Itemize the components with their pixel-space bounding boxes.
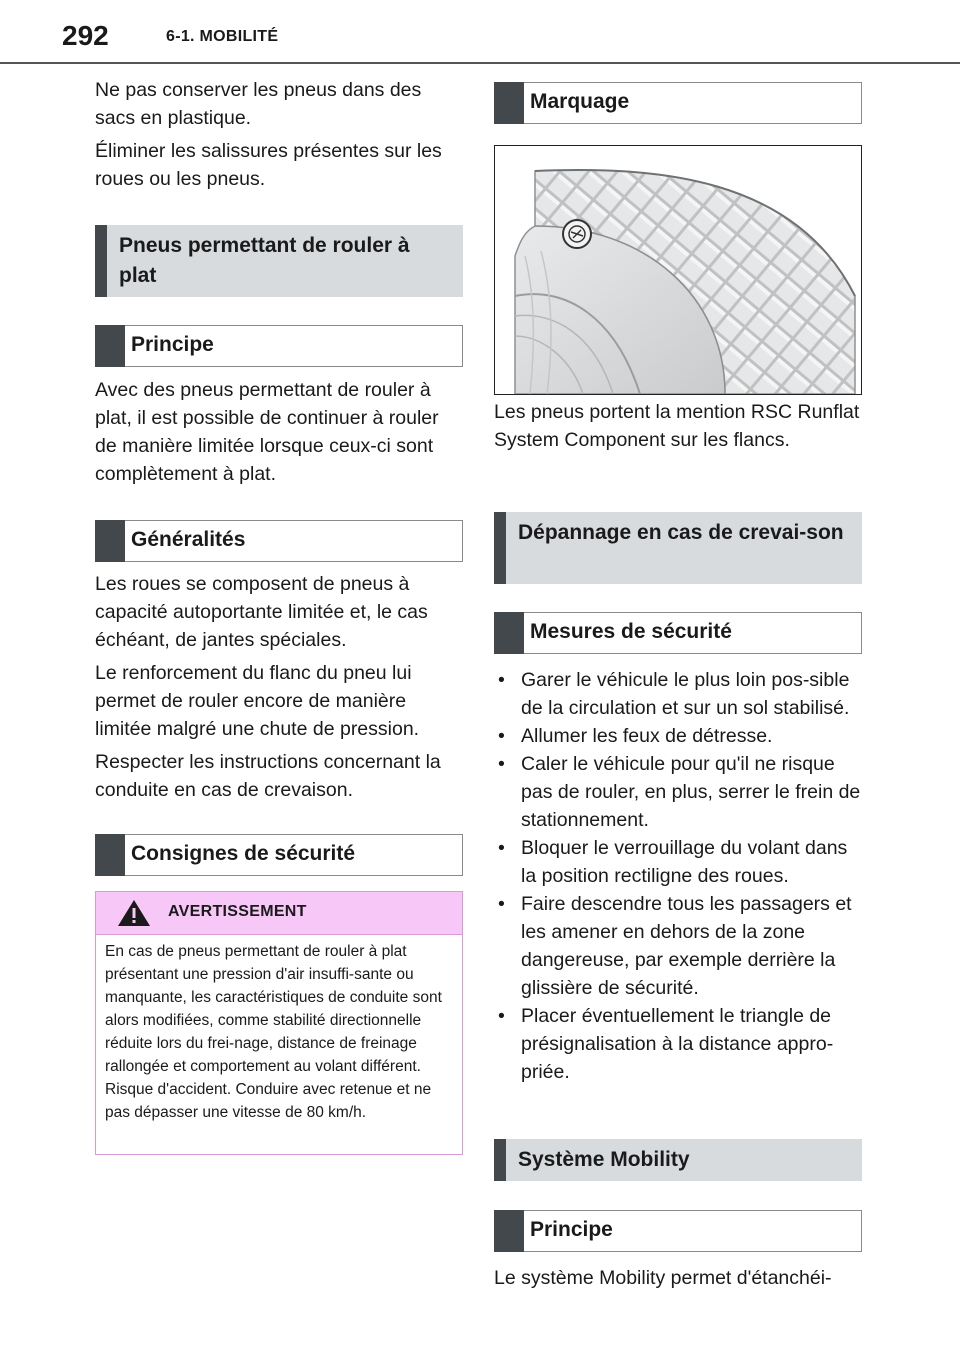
safety-steps-list	[494, 666, 862, 1086]
warning-header	[96, 892, 462, 935]
generalites-block	[95, 570, 463, 804]
heading-depannage: Dépannage en cas de crevai-son	[494, 512, 862, 584]
mobility-paragraph: Le système Mobility permet d'étanchéi-	[494, 1267, 832, 1289]
list-item: • Caler le véhicule pour qu'il ne risque pas de rouler, en plus, serrer le frein de stationnement.	[494, 750, 862, 834]
intro-paragraph-1: Ne pas conserver les pneus dans des sacs en plastique.	[95, 79, 422, 129]
generalites-paragraph-3: Respecter les instructions concernant la conduite en cas de crevaison.	[95, 751, 441, 801]
warning-title: AVERTISSEMENT	[168, 903, 307, 920]
page-number: 292	[62, 20, 109, 51]
header-divider	[0, 62, 960, 64]
warning-triangle-icon	[116, 898, 152, 928]
generalites-paragraph-2: Le renforcement du flanc du pneu lui permet de rouler encore de manière limitée malgré une chute de pression.	[95, 662, 420, 740]
list-item: • Garer le véhicule le plus loin pos-sible de la circulation et sur un sol stabilisé.	[494, 666, 862, 722]
subheading-principe: Principe	[95, 325, 463, 367]
marquage-block	[494, 398, 862, 454]
section-title: 6-1. MOBILITÉ	[166, 28, 279, 45]
principe-paragraph: Avec des pneus permettant de rouler à plat, il est possible de continuer à rouler de manière limitée lorsque ceux-ci sont complètement à plat.	[95, 379, 439, 485]
subheading-generalites: Généralités	[95, 520, 463, 562]
intro-block	[95, 76, 463, 193]
list-item: • Bloquer le verrouillage du volant dans la position rectiligne des roues.	[494, 834, 862, 890]
subheading-principe-mobility: Principe	[494, 1210, 862, 1252]
mesures-block	[494, 666, 862, 1086]
warning-box	[95, 891, 463, 1155]
intro-paragraph-2: Éliminer les salissures présentes sur les roues ou les pneus.	[95, 140, 442, 190]
list-item: • Allumer les feux de détresse.	[494, 722, 862, 750]
heading-runflat: Pneus permettant de rouler à plat	[95, 225, 463, 297]
tire-illustration	[494, 145, 862, 395]
subheading-consignes: Consignes de sécurité	[95, 834, 463, 876]
list-item: • Placer éventuellement le triangle de présignalisation à la distance appro-priée.	[494, 1002, 862, 1086]
subheading-marquage: Marquage	[494, 82, 862, 124]
warning-text: En cas de pneus permettant de rouler à plat présentant une pression d'air insuffi-sante ou manquante, les caractéristiques de conduite sont alors modifiées, comme stabilité directionnelle réduite lors du frei-nage, distance de freinage rallongée et comportement au volant différent. Risque d'accident. Conduire avec retenue et ne pas dépasser une vitesse de 80 km/h.	[105, 943, 442, 1121]
generalites-paragraph-1: Les roues se composent de pneus à capacité autoportante limitée et, le cas échéant, de jantes spéciales.	[95, 573, 428, 651]
principe-block	[95, 376, 463, 488]
heading-mobility: Système Mobility	[494, 1139, 862, 1181]
marquage-paragraph: Les pneus portent la mention RSC Runflat System Component sur les flancs.	[494, 401, 860, 451]
subheading-mesures: Mesures de sécurité	[494, 612, 862, 654]
mobility-block	[494, 1264, 862, 1292]
list-item: • Faire descendre tous les passagers et les amener en dehors de la zone dangereuse, par exemple derrière la glissière de sécurité.	[494, 890, 862, 1002]
